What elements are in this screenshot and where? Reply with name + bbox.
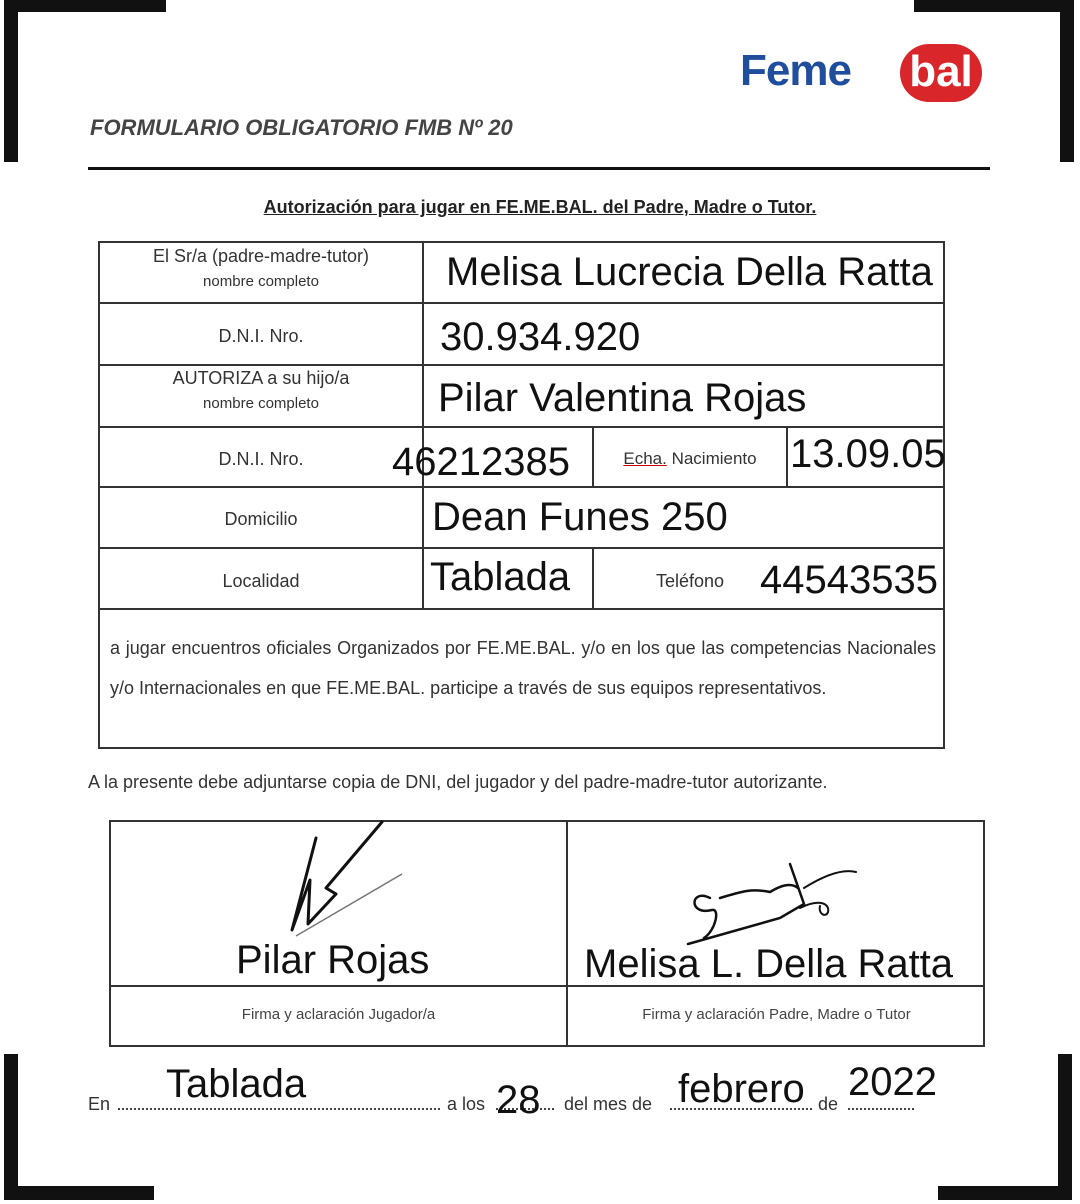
footer-month-value: febrero — [678, 1067, 805, 1111]
corner-mark-top-left-h — [4, 0, 166, 12]
row-divider — [98, 547, 945, 549]
footer-year-value: 2022 — [848, 1060, 937, 1104]
parent-name-value: Melisa Lucrecia Della Ratta — [446, 250, 933, 294]
row-divider — [98, 364, 945, 366]
footer-del-mes-de: del mes de — [564, 1094, 653, 1114]
city-label: Localidad — [222, 571, 300, 591]
parent-label-text: El Sr/a (padre-madre-tutor) — [152, 246, 370, 266]
parent-dni-label: D.N.I. Nro. — [218, 326, 304, 346]
title-divider — [88, 167, 990, 170]
footer-place-value: Tablada — [166, 1062, 307, 1106]
parent-label-sub: nombre completo — [203, 273, 319, 290]
city-value: Tablada — [430, 555, 571, 599]
corner-mark-top-left — [4, 0, 18, 162]
logo-badge: bal — [900, 44, 982, 102]
child-label-sub: nombre completo — [203, 395, 319, 412]
corner-mark-top-right — [1060, 0, 1074, 162]
address-label: Domicilio — [224, 509, 298, 529]
phone-label: Teléfono — [655, 571, 725, 591]
corner-mark-bottom-left-h — [4, 1186, 154, 1200]
footer-a-los: a los — [447, 1094, 486, 1114]
row-divider — [98, 486, 945, 488]
logo-text: Feme — [740, 46, 851, 95]
row-divider — [98, 302, 945, 304]
footer-year-line — [848, 1108, 914, 1110]
child-name-value: Pilar Valentina Rojas — [438, 376, 807, 420]
player-printed-name: Pilar Rojas — [236, 938, 430, 982]
footer-day-value: 28 — [496, 1078, 541, 1122]
parent-printed-name: Melisa L. Della Ratta — [584, 942, 954, 986]
footer-de: de — [818, 1094, 839, 1114]
corner-mark-bottom-right — [1058, 1054, 1072, 1200]
attachment-note: A la presente debe adjuntarse copia de DNI, del jugador y del padre-madre-tutor autorizante. — [88, 772, 828, 792]
row-divider — [98, 608, 945, 610]
child-name-label — [100, 368, 422, 412]
player-signature-caption: Firma y aclaración Jugador/a — [241, 1006, 436, 1023]
corner-mark-bottom-right-h — [938, 1186, 1072, 1200]
footer-en: En — [88, 1094, 111, 1114]
form-subtitle: Autorización para jugar en FE.ME.BAL. del Padre, Madre o Tutor. — [263, 197, 817, 217]
parent-name-label — [100, 246, 422, 290]
authorization-paragraph: a jugar encuentros oficiales Organizados por FE.ME.BAL. y/o en los que las competencias Nacionales y/o Internacionales en que FE.ME.BAL. participe a través de sus equipos representativos. — [110, 638, 936, 698]
column-divider — [422, 241, 424, 609]
player-signature-icon — [270, 818, 410, 948]
corner-mark-bottom-left — [4, 1054, 18, 1200]
birth-label-abbr: Echa. — [623, 449, 667, 468]
femebal-logo — [740, 40, 990, 110]
birth-label-text: Nacimiento — [671, 449, 757, 468]
footer-place-line — [118, 1108, 440, 1110]
parent-signature-caption: Firma y aclaración Padre, Madre o Tutor — [642, 1006, 911, 1023]
parent-dni-value: 30.934.920 — [440, 315, 641, 359]
child-label-text: AUTORIZA a su hijo/a — [172, 368, 350, 388]
birth-date-value: 13.09.05 — [790, 432, 946, 476]
child-dni-value: 46212385 — [392, 440, 570, 484]
column-divider — [786, 426, 788, 488]
child-dni-label: D.N.I. Nro. — [218, 449, 304, 469]
phone-value: 44543535 — [760, 558, 938, 602]
birth-date-label — [594, 449, 786, 469]
corner-mark-top-right-h — [914, 0, 1074, 12]
address-value: Dean Funes 250 — [432, 495, 728, 539]
row-divider — [98, 426, 945, 428]
form-title: FORMULARIO OBLIGATORIO FMB Nº 20 — [90, 115, 513, 140]
